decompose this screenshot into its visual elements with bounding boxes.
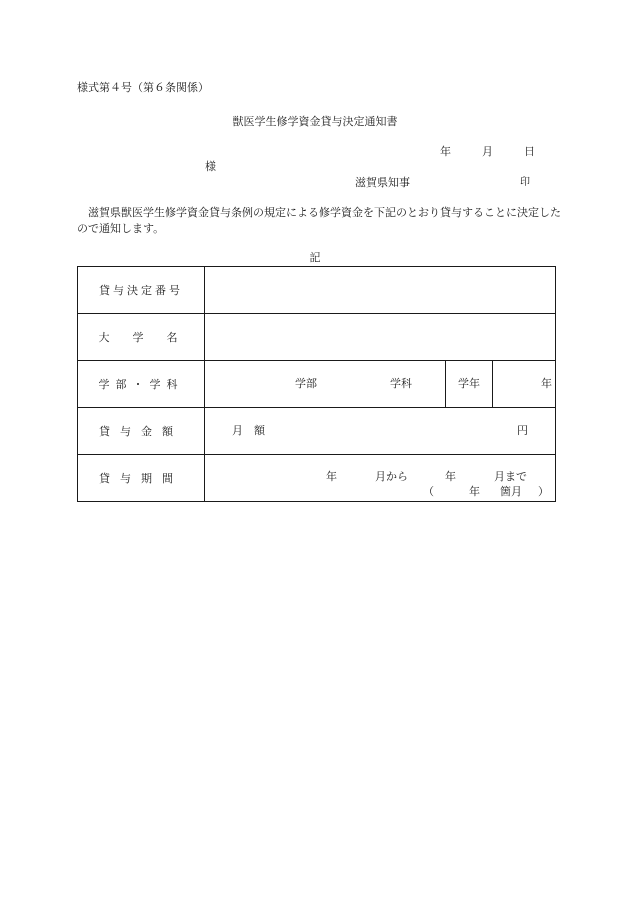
- department-unit: 学科: [390, 377, 412, 390]
- period-from-month: 月から: [375, 470, 408, 483]
- faculty-value: [205, 361, 556, 408]
- table-row-loan-number: [78, 267, 556, 314]
- sender-name: 滋賀県知事: [355, 176, 410, 189]
- table-row-amount: [78, 408, 556, 455]
- table-row-faculty: [78, 361, 556, 408]
- grade-unit: 年: [541, 377, 552, 390]
- date-day: 日: [524, 145, 535, 158]
- amount-label: 貸与金額: [78, 408, 205, 455]
- period-from-year: 年: [326, 470, 337, 483]
- loan-number-label: 貸与決定番号: [78, 267, 205, 314]
- grade-label: 学年: [458, 377, 480, 390]
- period-label: 貸与期間: [78, 455, 205, 502]
- recipient-honorific: 様: [205, 160, 216, 173]
- ki-heading: 記: [309, 251, 321, 264]
- university-value: [205, 314, 556, 361]
- notice-paragraph: 滋賀県獣医学生修学資金貸与条例の規定による修学資金を下記のとおり貸与することに決定したので通知します。: [77, 206, 561, 235]
- university-label: 大 学 名: [78, 314, 205, 361]
- document-title: 獣医学生修学資金貸与決定通知書: [232, 115, 398, 128]
- date-line: [440, 145, 535, 159]
- table-row-period: [78, 455, 556, 502]
- yen-unit: 円: [517, 424, 528, 437]
- period-value: [205, 455, 556, 502]
- grade-divider-left: [445, 361, 446, 407]
- faculty-label: 学部・学科: [78, 361, 205, 408]
- amount-value: [205, 408, 556, 455]
- date-month: 月: [482, 145, 493, 158]
- loan-number-value: [205, 267, 556, 314]
- loan-info-table: [77, 266, 556, 502]
- period-paren-open: （: [423, 485, 434, 498]
- date-year: 年: [440, 145, 451, 158]
- period-to-month: 月まで: [494, 470, 527, 483]
- period-paren-close: ）: [538, 485, 549, 498]
- seal-mark: 印: [520, 177, 530, 188]
- grade-divider-right: [492, 361, 493, 407]
- table-row-university: [78, 314, 556, 361]
- faculty-unit: 学部: [295, 377, 317, 390]
- period-months-year: 年: [469, 485, 480, 498]
- monthly-label: 月 額: [232, 424, 265, 437]
- period-to-year: 年: [445, 470, 456, 483]
- form-number: 様式第４号（第６条関係）: [77, 81, 209, 94]
- period-months-count: 箇月: [500, 485, 522, 498]
